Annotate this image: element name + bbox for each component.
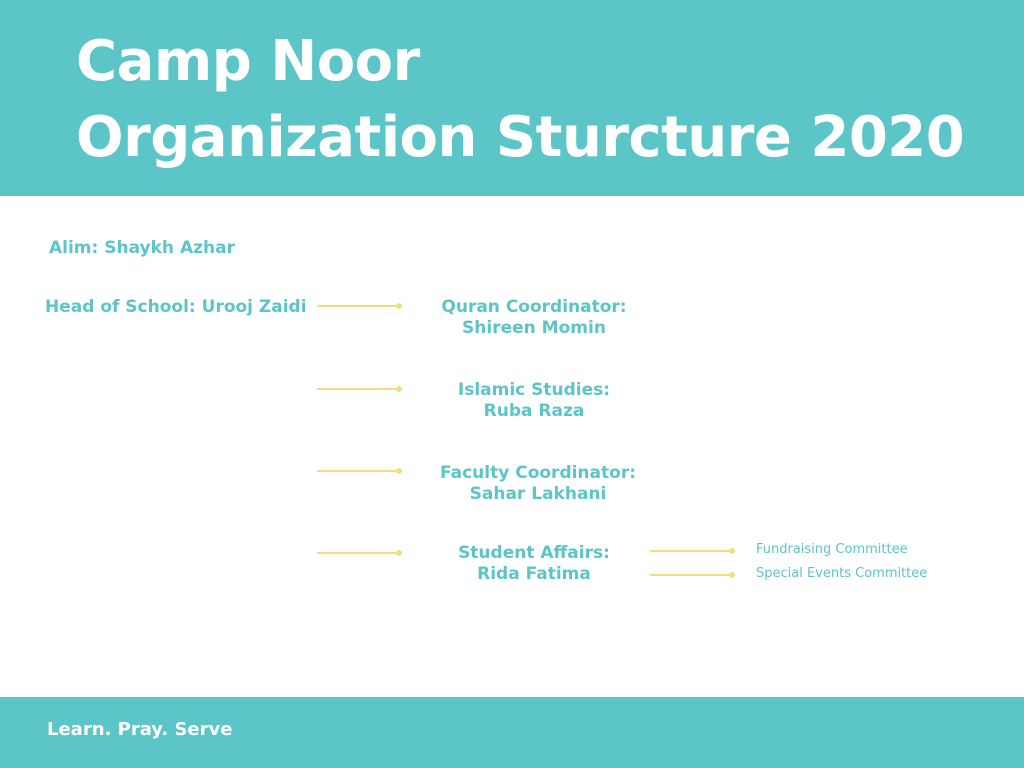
connector-dot [396, 303, 402, 309]
role-islamic-studies [414, 380, 654, 422]
role-name: Rida Fatima [477, 564, 591, 584]
page-title-line2: Organization Sturcture 2020 [76, 105, 965, 170]
connector-dot [729, 548, 735, 554]
alim-label: Alim: Shaykh Azhar [49, 238, 235, 258]
role-name: Sahar Lakhani [469, 484, 607, 504]
connector-fundraising [650, 550, 732, 552]
role-name: Ruba Raza [483, 401, 585, 421]
page-title-line1: Camp Noor [76, 29, 420, 94]
connector-dot [396, 386, 402, 392]
connector-dot [729, 572, 735, 578]
role-title: Faculty Coordinator: [440, 463, 636, 483]
committee-special-events: Special Events Committee [756, 566, 928, 581]
role-faculty-coordinator [418, 463, 658, 505]
head-of-school-label: Head of School: Urooj Zaidi [45, 297, 307, 317]
connector-special-events [650, 574, 732, 576]
connector-quran [317, 305, 399, 307]
connector-student-affairs [317, 552, 399, 554]
header-banner [0, 0, 1024, 196]
role-quran-coordinator [414, 297, 654, 339]
committee-fundraising: Fundraising Committee [756, 542, 908, 557]
role-name: Shireen Momin [462, 318, 606, 338]
footer-banner [0, 697, 1024, 768]
connector-dot [396, 468, 402, 474]
role-student-affairs [414, 543, 654, 585]
connector-islamic-studies [317, 388, 399, 390]
connector-dot [396, 550, 402, 556]
role-title: Islamic Studies: [457, 380, 611, 400]
role-title: Quran Coordinator: [441, 297, 627, 317]
footer-tagline: Learn. Pray. Serve [47, 719, 233, 740]
connector-faculty [317, 470, 399, 472]
role-title: Student Affairs: [458, 543, 610, 563]
